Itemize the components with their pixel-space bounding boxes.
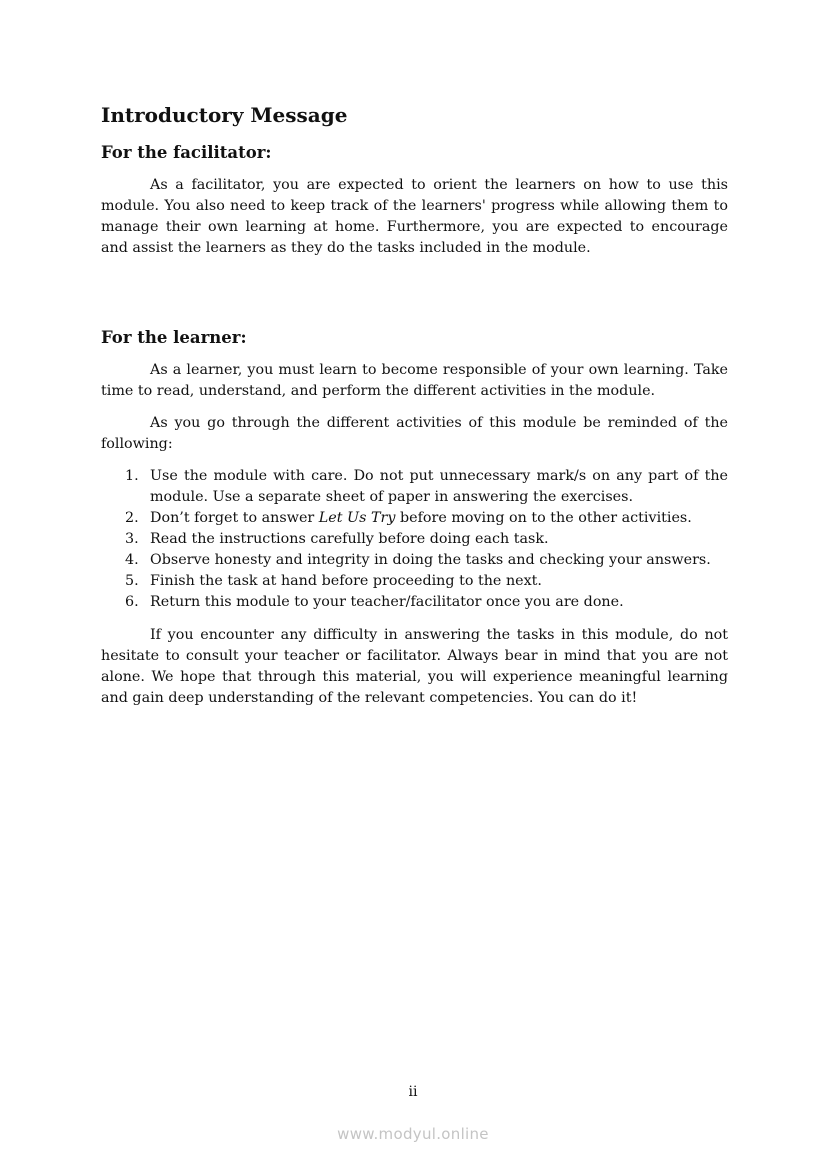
learner-paragraph-2: As you go through the different activities of this module be reminded of the following: (101, 415, 728, 452)
list-text: Finish the task at hand before proceeding to the next. (150, 573, 542, 589)
page-title-block (101, 102, 728, 128)
list-item (101, 529, 728, 550)
learner-section (101, 327, 728, 709)
list-number: 5. (125, 573, 139, 589)
list-item (101, 466, 728, 508)
list-number: 6. (125, 594, 139, 610)
list-text: Don’t forget to answer (150, 510, 319, 526)
list-text: Observe honesty and integrity in doing the tasks and checking your answers. (150, 552, 711, 568)
list-number: 3. (125, 531, 139, 547)
list-number: 4. (125, 552, 139, 568)
list-text: Use the module with care. Do not put unnecessary mark/s on any part of the module. Use a separate sheet of paper in answering the exercises. (150, 468, 728, 505)
list-item (101, 571, 728, 592)
learner-paragraph-3: If you encounter any difficulty in answering the tasks in this module, do not hesitate to consult your teacher or facilitator. Always bear in mind that you are not alone. We hope that through this material, you will experience meaningful learning and gain deep understanding of the relevant competencies. You can do it! (101, 627, 728, 706)
learner-heading: For the learner: (101, 328, 247, 347)
list-text-emphasis: Let Us Try (318, 510, 396, 526)
watermark: www.modyul.online (337, 1125, 489, 1143)
list-item (101, 550, 728, 571)
facilitator-heading: For the facilitator: (101, 143, 272, 162)
list-text: before moving on to the other activities. (395, 510, 692, 526)
reminder-list (101, 466, 728, 613)
facilitator-text: As a facilitator, you are expected to orient the learners on how to use this module. You also need to keep track of the learners' progress while allowing them to manage their own learning at home. Furthermore, you are expected to encourage and assist the learners as they do the tasks included in the module. (101, 177, 728, 256)
list-number: 2. (125, 510, 139, 526)
page-title: Introductory Message (101, 103, 348, 127)
learner-paragraph-1: As a learner, you must learn to become responsible of your own learning. Take time to read, understand, and perform the different activities in the module. (101, 362, 728, 399)
list-number: 1. (125, 468, 139, 484)
page-number: ii (408, 1084, 418, 1100)
list-item (101, 508, 728, 529)
list-item (101, 592, 728, 613)
facilitator-section (101, 142, 728, 259)
list-text: Read the instructions carefully before doing each task. (150, 531, 549, 547)
list-text: Return this module to your teacher/facilitator once you are done. (150, 594, 624, 610)
